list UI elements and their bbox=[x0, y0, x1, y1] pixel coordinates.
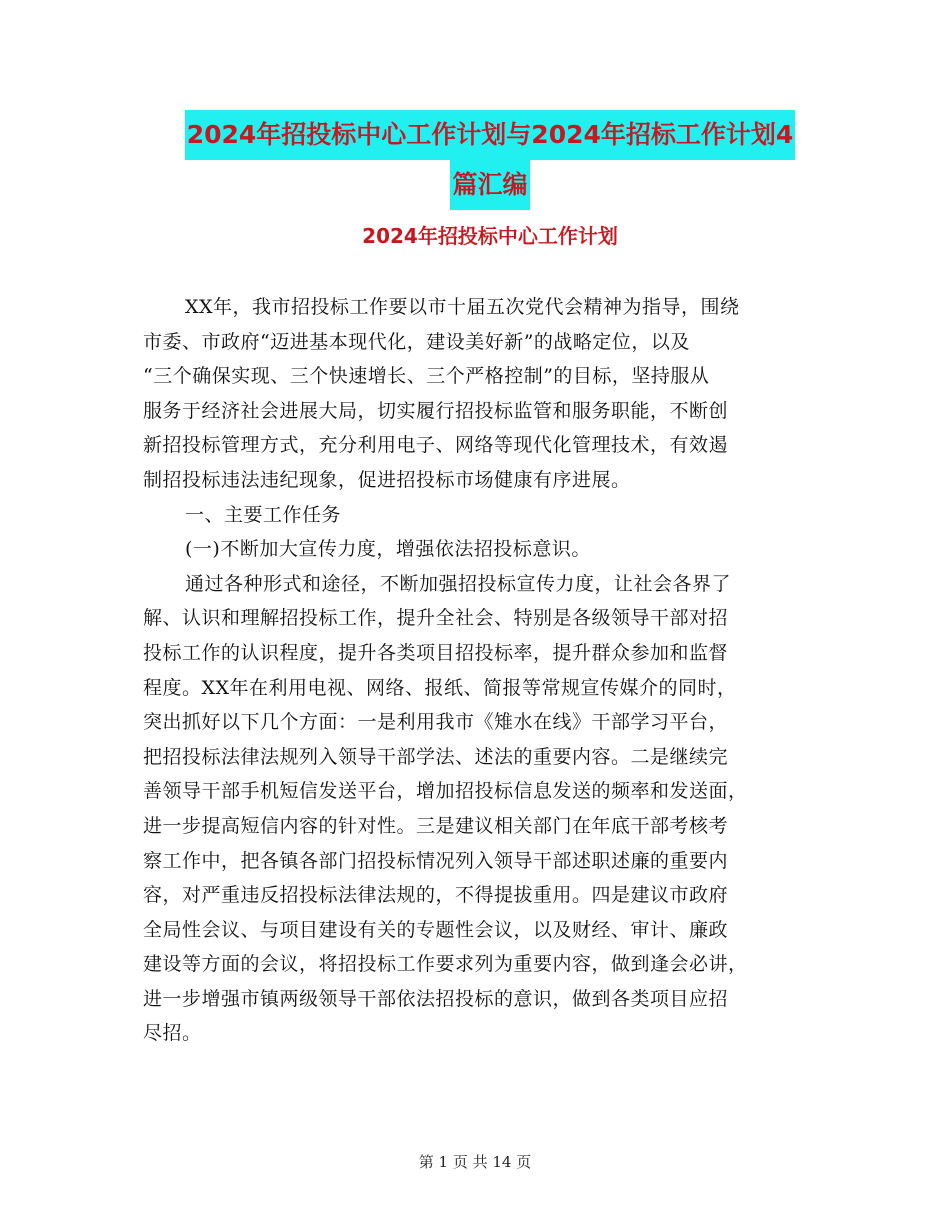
body-line: 解、认识和理解招投标工作，提升全社会、特别是各级领导干部对招 bbox=[143, 607, 729, 630]
body-line: 服务于经济社会进展大局，切实履行招投标监管和服务职能，不断创 bbox=[143, 399, 729, 422]
body-line: 建设等方面的会议，将招投标工作要求列为重要内容，做到逢会必讲， bbox=[143, 953, 748, 976]
body-line: 尽招。 bbox=[143, 1022, 202, 1045]
body-line: 通过各种形式和途径，不断加强招投标宣传力度，让社会各界了 bbox=[185, 572, 732, 595]
body-line: XX年，我市招投标工作要以市十届五次党代会精神为指导，围绕 bbox=[185, 296, 740, 318]
body-line: 进一步增强市镇两级领导干部依法招投标的意识，做到各类项目应招 bbox=[143, 987, 729, 1010]
document-title bbox=[140, 110, 840, 210]
body-line: 容，对严重违反招投标法律法规的，不得提拔重用。四是建议市政府 bbox=[143, 884, 729, 907]
body-line: 察工作中，把各镇各部门招投标情况列入领导干部述职述廉的重要内 bbox=[143, 849, 729, 872]
body-line: 善领导干部手机短信发送平台，增加招投标信息发送的频率和发送面， bbox=[143, 780, 748, 803]
body-line: 投标工作的认识程度，提升各类项目招投标率，提升群众参加和监督 bbox=[143, 641, 729, 664]
body-line: “三个确保实现、三个快速增长、三个严格控制”的目标，坚持服从 bbox=[143, 365, 710, 388]
body-line: 一、主要工作任务 bbox=[185, 503, 342, 526]
body-line: 程度。XX年在利用电视、网络、报纸、简报等常规宣传媒介的同时， bbox=[143, 676, 737, 699]
section-title: 2024年招投标中心工作计划 bbox=[362, 224, 618, 248]
page-footer: 第 1 页 共 14 页 bbox=[418, 1153, 532, 1171]
body-line: 把招投标法律法规列入领导干部学法、述法的重要内容。二是继续完 bbox=[143, 745, 729, 768]
body-line: 市委、市政府“迈进基本现代化，建设美好新”的战略定位，以及 bbox=[143, 330, 690, 353]
body-line: (一)不断加大宣传力度，增强依法招投标意识。 bbox=[185, 538, 591, 561]
body-line: 全局性会议、与项目建设有关的专题性会议，以及财经、审计、廉政 bbox=[143, 918, 729, 941]
body-line: 进一步提高短信内容的针对性。三是建议相关部门在年底干部考核考 bbox=[143, 814, 729, 837]
body-line: 制招投标违法违纪现象，促进招投标市场健康有序进展。 bbox=[143, 468, 631, 491]
body-line: 新招投标管理方式，充分利用电子、网络等现代化管理技术，有效遏 bbox=[143, 434, 729, 457]
body-line: 突出抓好以下几个方面：一是利用我市《雉水在线》干部学习平台， bbox=[143, 711, 729, 734]
document-title-line-2: 篇汇编 bbox=[450, 160, 529, 210]
body-text bbox=[143, 290, 815, 1051]
document-title-line-1: 2024年招投标中心工作计划与2024年招标工作计划4 bbox=[185, 110, 796, 160]
